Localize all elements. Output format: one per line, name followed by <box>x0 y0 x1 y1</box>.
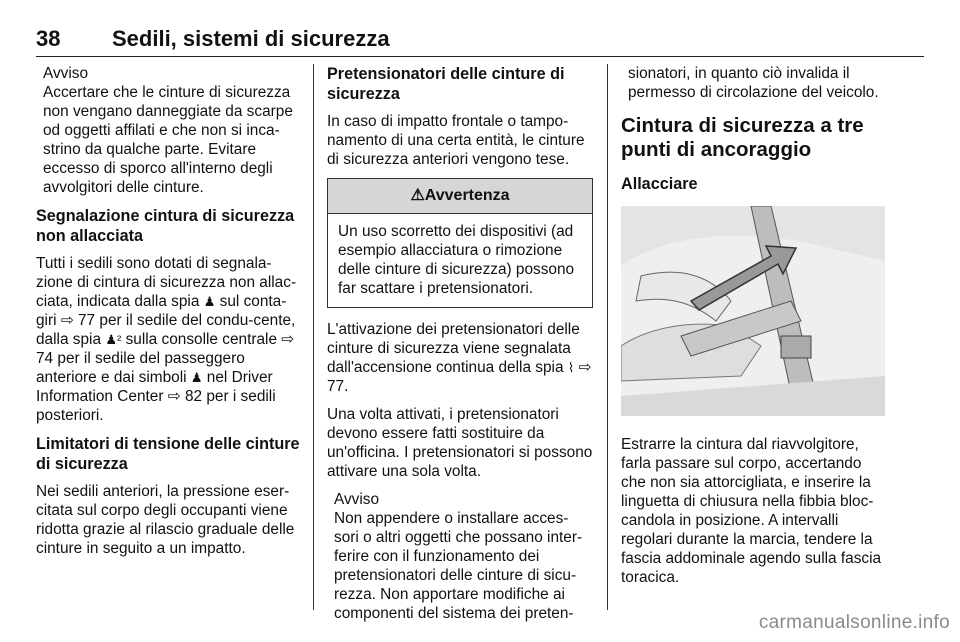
column-middle <box>327 64 593 632</box>
paragraph: Una volta attivati, i pretensionatori devono essere fatti sostituire da un'officina. I pretensionatori si possono attivare una sola volta. <box>327 406 593 480</box>
text: nel Driver Information Center <box>36 369 273 405</box>
note-text: Accertare che le cinture di sicurezza non vengano danneggiate da scarpe od oggetti affilati e che non si inca-strino da qualche parte. Evitare eccesso di sporco all'interno degli avvolgitori delle cinture. <box>43 84 293 196</box>
page-ref-link[interactable]: 77 <box>78 312 96 329</box>
column-divider <box>607 64 608 610</box>
warning-icon: ⚠ <box>410 187 425 204</box>
note-continuation: sionatori, in quanto ciò invalida il permesso di circolazione del veicolo. <box>628 65 879 101</box>
text: sul conta-giri <box>36 293 287 329</box>
note-box <box>327 490 593 623</box>
ref-arrow-icon: ⇨ <box>167 388 181 405</box>
page-ref-link[interactable]: 82 <box>184 388 203 405</box>
note-box <box>36 64 300 197</box>
page-ref-link[interactable]: 74 <box>36 350 54 367</box>
text: L'attivazione dei pretensionatori delle cinture di sicurezza viene segnalata dall'accensione continua della spia <box>327 321 580 376</box>
warning-title: Avvertenza <box>424 187 510 204</box>
column-right <box>621 64 889 596</box>
ref-arrow-icon: ⇨ <box>281 331 295 348</box>
text: per il sedile del passeggero anteriore e dai simboli <box>36 350 245 386</box>
paragraph: Estrarre la cintura dal riavvolgitore, farla passare sul corpo, accertando che non sia attorcigliata, e inserire la linguetta di chiusura nella fibbia bloc-candola in posizione. A intervalli regolari durante la marcia, tendere la fascia addominale agendo sulla fascia toracica. <box>621 436 882 586</box>
header-rule <box>36 56 924 57</box>
main-heading: Cintura di sicurezza a tre punti di ancoraggio <box>621 114 864 161</box>
text: sulla consolle centrale <box>125 331 278 348</box>
page-header <box>36 14 924 54</box>
page-number: 38 <box>36 26 61 51</box>
seatbelt-illustration <box>621 206 885 416</box>
text: per i sedili posteriori. <box>36 388 276 424</box>
seatbelt-icon: ♟ <box>203 294 216 309</box>
ref-arrow-icon: ⇨ <box>578 359 592 376</box>
page-ref-link[interactable]: 77. <box>327 378 349 395</box>
warning-header <box>328 179 592 214</box>
note-text: Non appendere o installare acces-sori o altri oggetti che possano inter-ferire con il funzionamento dei pretensionatori delle cinture di sicu-rezza. Non apportare modifiche ai componenti del sistema dei preten- <box>334 510 583 622</box>
column-left <box>36 64 300 567</box>
paragraph <box>327 320 593 396</box>
ref-arrow-icon: ⇨ <box>60 312 74 329</box>
note-title: Avviso <box>43 65 89 82</box>
warning-text: Un uso scorretto dei dispositivi (ad esempio allacciatura o rimozione delle cinture di sicurezza) possono far scattare i pretensionatori. <box>338 223 575 297</box>
section-heading: Pretensionatori delle cinture di sicurezza <box>327 65 565 103</box>
section-heading: Limitatori di tensione delle cinture di sicurezza <box>36 435 300 473</box>
warning-box <box>327 178 593 308</box>
pretensioner-icon: ⌇ <box>567 360 575 375</box>
paragraph: In caso di impatto frontale o tampo-namento di una certa entità, le cinture di sicurezza anteriori vengono tese. <box>327 113 585 168</box>
text: per il sedile del condu-cente, dalla spia <box>36 312 296 348</box>
note-title: Avviso <box>334 491 380 508</box>
column-divider <box>313 64 314 610</box>
seatbelt-icon: ♟² <box>105 332 122 347</box>
seatbelt-icon: ♟ <box>190 370 203 385</box>
text: Tutti i sedili sono dotati di segnala-zione di cintura di sicurezza non allac-ciata, indicata dalla spia <box>36 255 297 310</box>
watermark: carmanualsonline.info <box>758 612 950 633</box>
paragraph: Nei sedili anteriori, la pressione eser-citata sul corpo degli occupanti viene ridotta grazie al rilascio graduale delle cinture in seguito a un impatto. <box>36 483 295 557</box>
section-heading: Segnalazione cintura di sicurezza non allacciata <box>36 207 295 245</box>
sub-heading: Allacciare <box>621 175 698 193</box>
chapter-title: Sedili, sistemi di sicurezza <box>112 26 390 51</box>
paragraph <box>36 254 300 425</box>
